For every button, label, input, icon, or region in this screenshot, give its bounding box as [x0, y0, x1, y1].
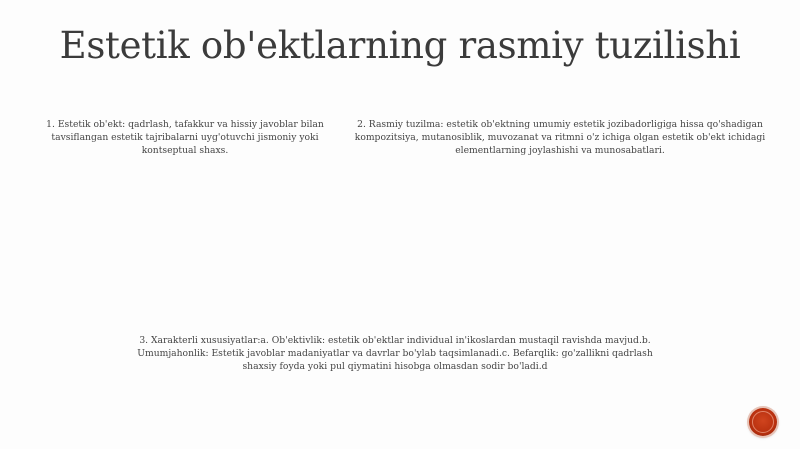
point-3-text: 3. Xarakterli xususiyatlar:a. Ob'ektivlik: estetik ob'ektlar individual in'ikoslardan mustaqil ravishda mavjud.b. Umumjahonlik: Estetik javoblar madaniyatlar va davrlar bo'ylab taqsimlanadi.c. Befarqlik: go'zallikni qadrlash shaxsiy foyda yoki pul qiymatini hisobga olmasdan sodir bo'ladi.d: [137, 335, 653, 372]
point-1-text: 1. Estetik ob'ekt: qadrlash, tafakkur va hissiy javoblar bilan tavsiflangan estetik tajribalarni uyg'otuvchi jismoniy yoki kontseptual shaxs.: [46, 119, 324, 156]
slide-title: Estetik ob'ektlarning rasmiy tuzilishi: [59, 24, 741, 67]
circle-nav-icon[interactable]: [749, 408, 777, 436]
point-2-text: 2. Rasmiy tuzilma: estetik ob'ektning umumiy estetik jozibadorligiga hissa qo'shadigan kompozitsiya, mutanosiblik, muvozanat va ritmni o'z ichiga olgan estetik ob'ekt ichidagi elementlarning joylashishi va munosabatlari.: [354, 119, 766, 156]
